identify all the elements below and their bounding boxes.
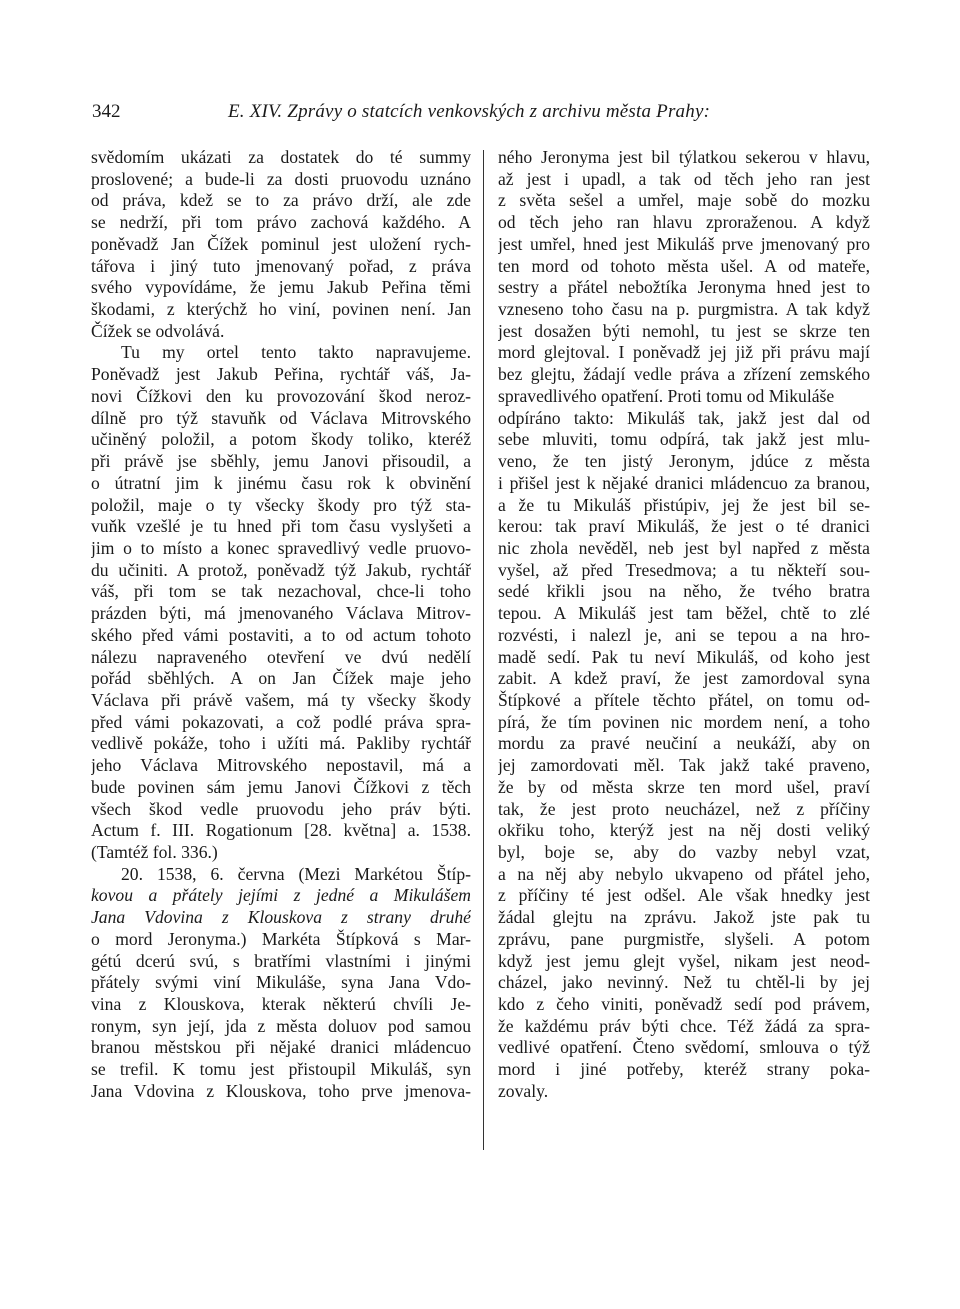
text-line: dílně pro týž stavuňk od Václava Mitrovského	[91, 407, 471, 428]
text-line: o mord Jeronyma.) Markéta Štípková s Mar-	[91, 928, 471, 949]
text-line: novi Čížkovi den ku provozování škod nerоz-	[91, 385, 471, 406]
text-line: nic zhola nevěděl, neb jest byl napřed z města	[498, 537, 870, 558]
text-line: Poněvadž jest Jakub Peřina, rychtář váš, Ja-	[91, 364, 471, 385]
text-line: mord glejtoval. I poněvadž jej již při právu mají	[498, 342, 870, 363]
text-line: ronym, syn její, jda z města doluov pod samou	[91, 1015, 471, 1036]
text-line: Václava při právě vašem, má ty všecky škody	[91, 689, 471, 710]
text-line: kovou a přátely jejími z jedné a Mikulášem	[91, 885, 471, 906]
text-line: vina z Klouskova, kterak některú chvíli Je-	[91, 994, 471, 1015]
text-line: zovaly.	[498, 1080, 549, 1101]
page-header	[92, 101, 870, 125]
text-line: vedlivé opatření. Čteno svědomí, smlouva o týž	[498, 1037, 870, 1058]
text-line: byl, boje se, aby do vazby nebyl vzat,	[498, 842, 870, 862]
text-line: žádal glejtu na zprávu. Jakož jste pak tu	[498, 907, 870, 928]
text-line: du učiniti. A protož, poněvadž týž Jakub, rychtář	[91, 559, 471, 580]
text-line: zabit. A kdež praví, že jest zamordoval syna	[498, 668, 870, 689]
text-line: jim o to místo a konec spravedlivý vedle pruovo-	[91, 537, 471, 558]
running-title: E. XIV. Zprávy o statcích venkovských z archivu města Prahy:	[228, 101, 711, 122]
text-line: kerou: tak praví Mikuláš, že jest o té dranici	[498, 516, 870, 537]
text-line: bude povinen sám jemu Janovi Čížkovi z těch	[91, 776, 471, 797]
text-line: před vámi pokazovati, a což podlé práva spra-	[91, 711, 471, 732]
text-line: i přišel jest k nějaké dranici mládencuo za branou,	[498, 472, 870, 493]
text-line: až jest i upadl, a tak od těch jeho ran jest	[498, 168, 870, 189]
text-line: Jana Vdovina z Klouskova z strany druhé	[91, 907, 471, 928]
text-line: pořád sběhlých. A on Jan Čížek maje jeho	[91, 668, 471, 689]
text-line: sestry a přátel nebožtíka Jeronyma hned jest to	[498, 277, 870, 298]
text-line: vyšel, až před Tresedmova; a tu někteří sou-	[498, 559, 870, 580]
text-line: Tu my ortel tento takto napravujeme.	[121, 342, 471, 363]
text-line: tepou. A Mikuláš jest tam běžel, chtě to zlé	[498, 603, 870, 624]
text-line: sebe mluviti, tomu odpírá, tak jakž jest mlu-	[498, 429, 870, 450]
text-line: vuňk vzešlé je tu hned při tom času vyslyšeti a	[91, 516, 471, 537]
text-line: prázden býti, má jmenovaného Václava Mitrov-	[91, 603, 471, 624]
text-line: jest dosažen býti nemohl, tu jest se skrze ten	[498, 320, 870, 341]
text-line: se nedrží, při tom právo zachová každého. A	[91, 212, 471, 233]
text-line: veno, že ten jistý Jeronym, jdúce z města	[498, 451, 870, 472]
text-line: proslovené; a bude-li za dosti pruovodu uznáno	[91, 168, 471, 189]
text-line: se trefil. K tomu jest přistoupil Mikuláš, syn	[91, 1059, 471, 1080]
text-line: ten mord od tohoto města ušel. A od mateře,	[498, 255, 870, 276]
text-line: Actum f. III. Rogationum [28. května] a. 1538.	[91, 820, 471, 841]
text-line: jest umřel, hned jest Mikuláš prve jmenovaný pro	[498, 233, 870, 254]
text-line: tak, že jest proto neucházel, než z příčiny	[498, 798, 870, 819]
right-text-column	[498, 147, 870, 1103]
text-line: když jest jemu glejt vyšel, nikam jest neod-	[498, 950, 870, 971]
text-line: sedé křikli jsou na něho, že tvého bratra	[498, 581, 870, 602]
text-line: Štípkové a přítele těchto přátel, on tomu od-	[498, 689, 870, 710]
text-line: jej zamordovati měl. Tak jakž také praveno,	[498, 755, 870, 776]
left-text-column	[91, 147, 471, 1103]
text-line: a na něj aby nebylo ukvapeno od přátel jeho,	[498, 863, 870, 884]
text-line: odpíráno takto: Mikuláš tak, jakž jest dal od	[498, 407, 870, 428]
text-line: pírá, že tím povinen nic mordem není, a toho	[498, 711, 870, 732]
text-line: od práva, kdež se to za právo drží, ale zde	[91, 190, 471, 211]
text-line: položil, maje o ty všecky škody pro týž sta-	[91, 494, 471, 515]
text-line: tářova i jiný tuto jmenovaný pořad, z práva	[91, 255, 471, 276]
text-line: gétú dcerú svú, s bratřími vlastními i jinými	[91, 950, 471, 971]
text-line: váš, při tom se tak nezachoval, chce-li toho	[91, 581, 471, 602]
page-number: 342	[92, 101, 121, 122]
text-line: a že tu Mikuláš přistúpiv, jej že jest bil se-	[498, 494, 870, 515]
text-line: vzneseno toho času na p. purgmistra. A tak když	[498, 299, 870, 320]
text-line: zprávu, pane purgmistře, slyšeli. A potom	[498, 928, 870, 949]
text-line: svého vypovídáme, že jemu Jakub Peřina těmi	[91, 277, 471, 298]
text-line: madě sedí. Pak tu neví Mikuláš, od koho jest	[498, 646, 870, 667]
text-line: jeho Václava Mitrovského nepostavil, má a	[91, 755, 471, 776]
text-line: z příčiny té jest odšel. Ale však hnedky jest	[498, 885, 870, 906]
text-line: že každému práv býti chce. Též žádá za spra-	[498, 1015, 870, 1036]
text-line: od těch jeho ran hlavu zproraženou. A když	[498, 212, 870, 233]
text-line: o útratní jim k jinému času rok k obvinění	[91, 472, 471, 493]
text-line: (Tamtéž fol. 336.)	[91, 842, 218, 862]
text-line: ského před vámi postaviti, a to od actum tohoto	[91, 624, 471, 645]
text-line: poněvadž Jan Čížek pominul jest uložení rych-	[91, 233, 471, 254]
text-line: svědomím ukázati za dostatek do té summy	[91, 147, 471, 167]
text-line: mord i jiné potřeby, kteréž strany poka-	[498, 1059, 870, 1080]
text-line: ného Jeronyma jest bil týlatkou sekerou v hlavu,	[498, 147, 870, 167]
text-line: nálezu napraveného otevření ve dvú nedělí	[91, 646, 471, 667]
text-line: mordu za pravé neučiní a neukáží, aby on	[498, 733, 870, 754]
text-line: že by od města skrze ten mord ušel, praví	[498, 776, 870, 797]
text-line: branou městskou při nějaké dranici mládencuo	[91, 1037, 471, 1058]
text-line: kdo z čeho viniti, poněvadž sedí pod právem,	[498, 994, 870, 1015]
text-line: cházel, jako nevinný. Než tu chtěl-li by jej	[498, 972, 870, 993]
text-line: 20. 1538, 6. června (Mezi Markétou Štíp-	[121, 863, 471, 884]
column-divider	[483, 150, 484, 1150]
text-line: Čížek se odvolává.	[91, 320, 225, 341]
text-line: bez glejtu, žádají vedle práva a zřízení zemského	[498, 364, 870, 385]
text-line: škodami, z kterýchž ho viní, povinen není. Jan	[91, 299, 471, 320]
text-line: učiněný položil, a potom škody toliko, kteréž	[91, 429, 471, 450]
text-line: přátely svými viní Mikuláše, syna Jana Vdo-	[91, 972, 471, 993]
text-line: rozvésti, i nalezl je, ani se tepou a na hro-	[498, 624, 870, 645]
text-line: při právě jse sběhly, jemu Janovi přisoudil, a	[91, 451, 471, 472]
text-line: všech škod vedle pruovodu jeho práv býti.	[91, 798, 471, 819]
text-line: Jana Vdovina z Klouskova, toho prve jmenova-	[91, 1080, 471, 1101]
text-line: z světa sešel a umřel, maje sobě do mozku	[498, 190, 870, 211]
text-line: okřiku toho, kterýž jest na něj dosti veliký	[498, 820, 870, 841]
text-line: vedlivě pokáže, toho i užíti má. Pakliby rychtář	[91, 733, 471, 754]
text-line: spravedlivého opatření. Proti tomu od Mikuláše	[498, 385, 835, 406]
